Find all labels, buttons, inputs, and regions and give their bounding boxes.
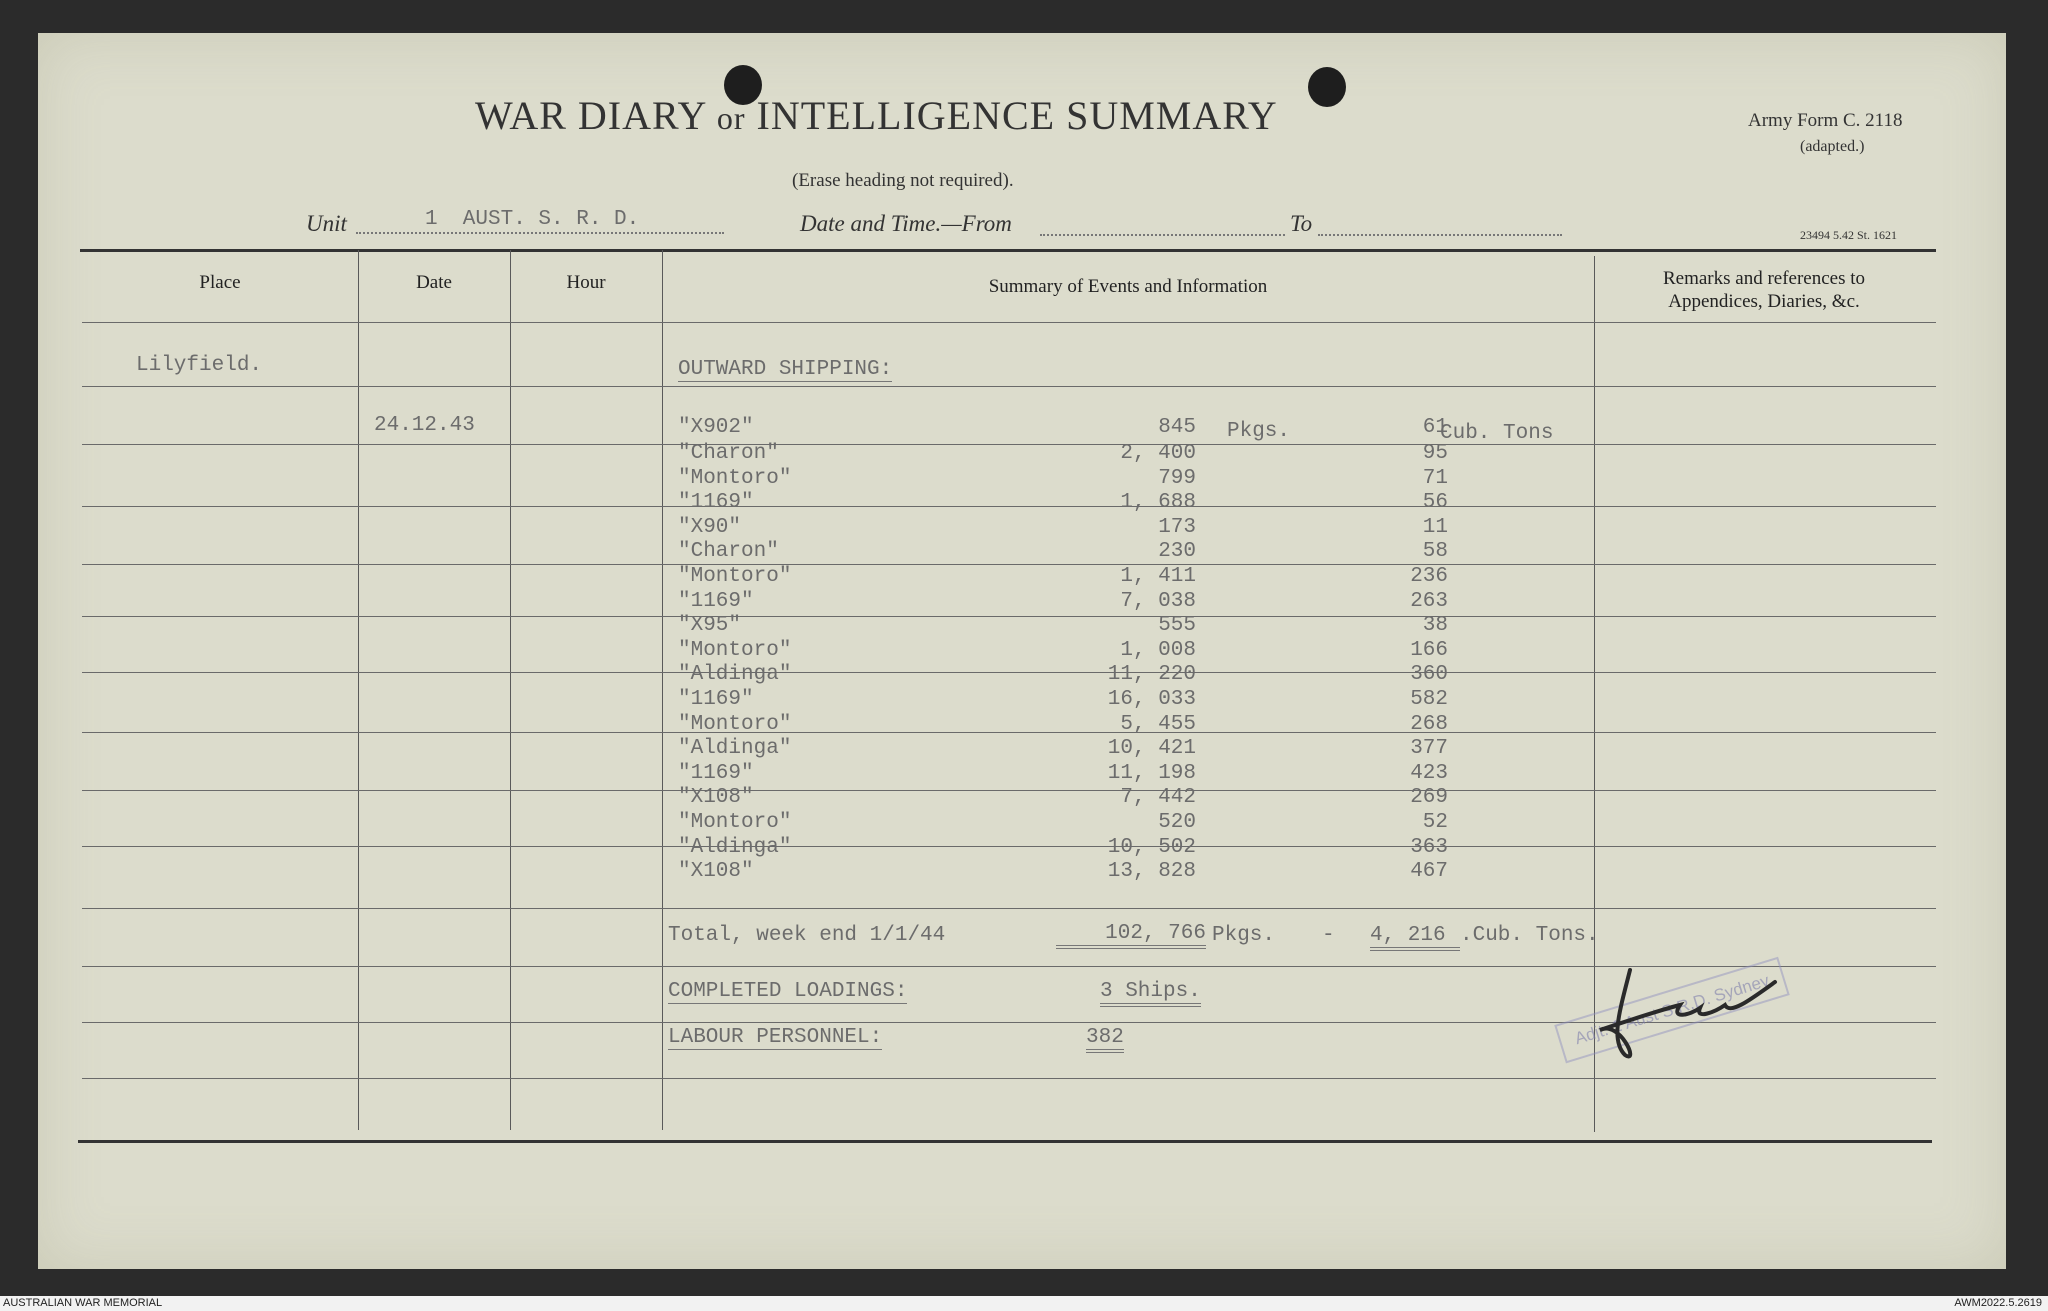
- ruled-line: [82, 616, 1936, 617]
- shipment-pkgs: 16, 033: [1107, 688, 1196, 711]
- shipment-ship: "Montoro": [678, 467, 792, 490]
- ruled-line: [82, 908, 1936, 909]
- shipment-ship: "Montoro": [678, 811, 792, 834]
- shipment-ship: "Charon": [678, 540, 779, 563]
- labour-personnel-label: LABOUR PERSONNEL:: [668, 1026, 883, 1049]
- completed-loadings-label: COMPLETED LOADINGS:: [668, 980, 908, 1003]
- ruled-line: [82, 672, 1936, 673]
- shipment-ship: "1169": [678, 491, 754, 514]
- date-time-label: Date and Time.—From: [800, 211, 1012, 236]
- title-or: or: [716, 100, 746, 136]
- footer-accession: AWM2022.5.2619: [1954, 1297, 2042, 1309]
- from-dotted-line: [1040, 234, 1285, 236]
- title-war-diary: WAR DIARY: [475, 93, 706, 138]
- shipment-tons: 269: [1410, 786, 1448, 809]
- shipment-pkgs: 555: [1158, 614, 1196, 637]
- total-pkgs: 102, 766: [1056, 922, 1206, 949]
- col-header-place: Place: [199, 272, 241, 293]
- shipment-pkgs: 10, 502: [1107, 836, 1196, 859]
- unit-label: Unit: [306, 211, 347, 236]
- shipment-pkgs: 5, 455: [1120, 713, 1196, 736]
- shipment-pkgs: 13, 828: [1107, 860, 1196, 883]
- shipment-ship: "X108": [678, 860, 754, 883]
- shipment-pkgs: 7, 442: [1120, 786, 1196, 809]
- shipment-tons: 61: [1422, 416, 1448, 439]
- outward-shipping-heading: OUTWARD SHIPPING:: [678, 358, 893, 381]
- col-divider-hour: [662, 250, 663, 1130]
- adjutant-stamp: Adjt. 1 Aust S.R.D. Sydney: [1554, 957, 1790, 1064]
- ruled-line: [82, 444, 1936, 445]
- shipment-tons: 467: [1410, 860, 1448, 883]
- shipment-pkgs: 1, 688: [1120, 491, 1196, 514]
- form-title: [475, 92, 1278, 139]
- shipment-tons: 58: [1422, 540, 1448, 563]
- shipment-ship: "X95": [678, 614, 742, 637]
- col-header-summary: Summary of Events and Information: [988, 276, 1268, 297]
- col-divider-date: [510, 250, 511, 1130]
- shipment-ship: "Aldinga": [678, 836, 792, 859]
- ruled-line: [82, 846, 1936, 847]
- remarks-header-line2: Appendices, Diaries, &c.: [1668, 291, 1860, 312]
- shipment-tons: 360: [1410, 663, 1448, 686]
- shipment-ship: "Charon": [678, 442, 779, 465]
- shipment-tons: 263: [1410, 590, 1448, 613]
- remarks-header-line1: Remarks and references to: [1662, 268, 1866, 289]
- shipment-tons: 71: [1422, 467, 1448, 490]
- unit-dotted-line: [356, 232, 724, 234]
- to-label: To: [1290, 211, 1313, 236]
- shipment-pkgs: 1, 411: [1120, 565, 1196, 588]
- col-divider-place: [358, 250, 359, 1130]
- table-bottom-rule: [78, 1140, 1932, 1143]
- ruled-line: [82, 322, 1936, 323]
- form-number: Army Form C. 2118: [1748, 110, 1903, 131]
- shipment-pkgs: 1, 008: [1120, 639, 1196, 662]
- shipment-pkgs: 845: [1158, 416, 1196, 439]
- ruled-line: [82, 564, 1936, 565]
- to-dotted-line: [1318, 234, 1562, 236]
- shipment-tons: 236: [1410, 565, 1448, 588]
- total-tons: 4, 216: [1370, 924, 1460, 951]
- shipment-pkgs: 11, 198: [1107, 762, 1196, 785]
- shipment-tons: 363: [1410, 836, 1448, 859]
- shipment-tons: 268: [1410, 713, 1448, 736]
- shipment-pkgs: 10, 421: [1107, 737, 1196, 760]
- shipment-tons: 38: [1422, 614, 1448, 637]
- col-header-hour: Hour: [566, 272, 606, 293]
- print-code: 23494 5.42 St. 1621: [1800, 228, 1898, 242]
- total-dash: -: [1322, 924, 1335, 947]
- shipment-pkgs: 520: [1158, 811, 1196, 834]
- entry-place: Lilyfield.: [136, 354, 263, 377]
- title-intelligence-summary: INTELLIGENCE SUMMARY: [756, 93, 1278, 138]
- completed-loadings-value: 3 Ships.: [1100, 980, 1201, 1007]
- shipment-pkgs: 173: [1158, 516, 1196, 539]
- shipment-pkgs: 230: [1158, 540, 1196, 563]
- shipment-ship: "1169": [678, 762, 754, 785]
- shipment-ship: "Aldinga": [678, 663, 792, 686]
- first-row-pkgs-unit: Pkgs.: [1227, 420, 1291, 443]
- shipment-ship: "Montoro": [678, 565, 792, 588]
- first-row-tons-unit: Cub. Tons: [1440, 422, 1554, 445]
- total-label: Total, week end 1/1/44: [668, 924, 946, 947]
- shipment-tons: 423: [1410, 762, 1448, 785]
- total-pkgs-unit: Pkgs.: [1212, 924, 1276, 947]
- form-adapted: (adapted.): [1800, 138, 1865, 155]
- shipment-ship: "Aldinga": [678, 737, 792, 760]
- shipment-ship: "X90": [678, 516, 742, 539]
- footer-institution: AUSTRALIAN WAR MEMORIAL: [3, 1297, 163, 1309]
- shipment-pkgs: 11, 220: [1107, 663, 1196, 686]
- ruled-line: [82, 732, 1936, 733]
- punch-hole-right: [1308, 67, 1346, 107]
- shipment-ship: "1169": [678, 688, 754, 711]
- shipment-tons: 52: [1422, 811, 1448, 834]
- shipment-tons: 11: [1422, 516, 1448, 539]
- shipment-ship: "X902": [678, 416, 754, 439]
- labour-personnel-value: 382: [1086, 1026, 1124, 1053]
- shipment-tons: 166: [1410, 639, 1448, 662]
- shipment-ship: "1169": [678, 590, 754, 613]
- total-tons-unit: .Cub. Tons.: [1460, 924, 1599, 947]
- unit-value: 1 AUST. S. R. D.: [425, 208, 640, 231]
- shipment-pkgs: 799: [1158, 467, 1196, 490]
- shipment-ship: "Montoro": [678, 639, 792, 662]
- ruled-line: [82, 790, 1936, 791]
- shipment-ship: "X108": [678, 786, 754, 809]
- shipment-ship: "Montoro": [678, 713, 792, 736]
- shipment-tons: 582: [1410, 688, 1448, 711]
- ruled-line: [82, 506, 1936, 507]
- col-header-date: Date: [416, 272, 452, 293]
- ruled-line: [82, 386, 1936, 387]
- signature-icon: [1590, 960, 1790, 1080]
- shipment-tons: 56: [1422, 491, 1448, 514]
- archive-footer: [0, 1296, 2048, 1311]
- title-subtitle: (Erase heading not required).: [792, 170, 1014, 191]
- shipment-tons: 377: [1410, 737, 1448, 760]
- shipment-tons: 95: [1422, 442, 1448, 465]
- shipment-pkgs: 7, 038: [1120, 590, 1196, 613]
- entry-date: 24.12.43: [374, 414, 475, 437]
- col-header-remarks: [1594, 267, 1934, 313]
- shipment-pkgs: 2, 400: [1120, 442, 1196, 465]
